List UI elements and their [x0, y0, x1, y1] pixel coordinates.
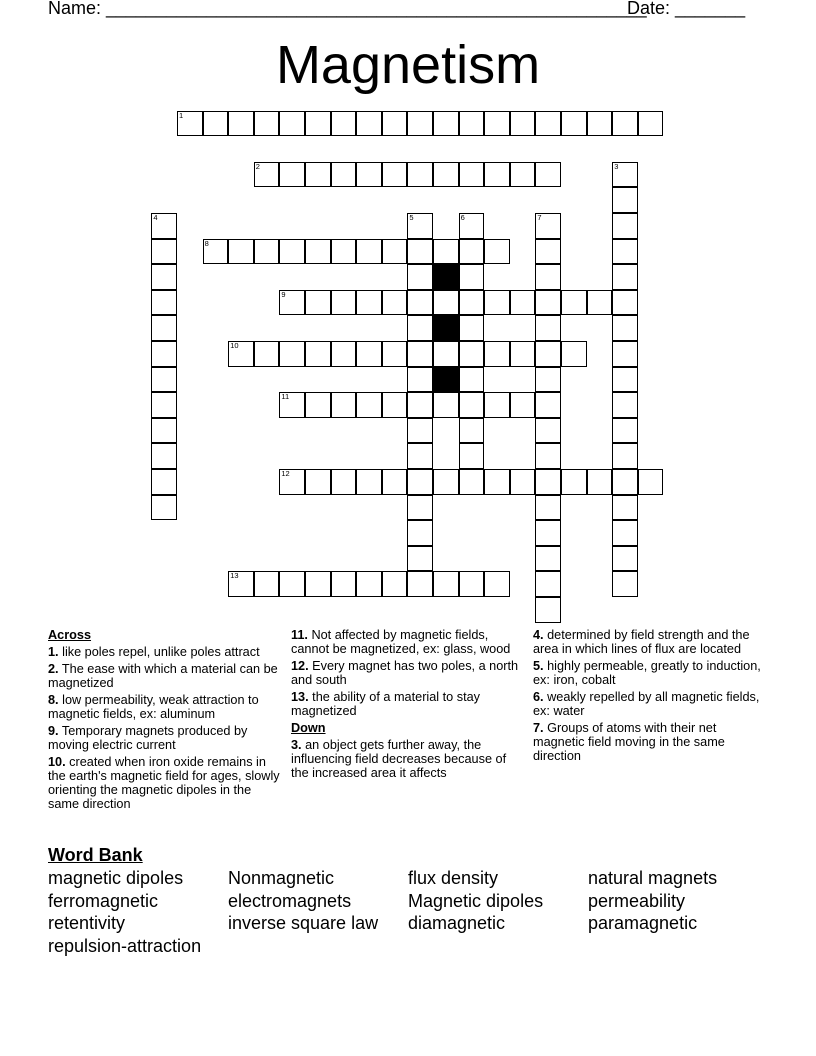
crossword-cell[interactable] — [407, 290, 433, 316]
crossword-cell[interactable] — [407, 469, 433, 495]
crossword-cell[interactable] — [382, 239, 408, 265]
name-field[interactable]: Name: ______________________________________________________ — [48, 0, 647, 18]
crossword-cell[interactable] — [535, 162, 561, 188]
crossword-cell[interactable] — [535, 546, 561, 572]
crossword-cell[interactable] — [535, 367, 561, 393]
crossword-cell[interactable] — [612, 520, 638, 546]
crossword-cell[interactable] — [535, 597, 561, 623]
crossword-cell[interactable] — [612, 239, 638, 265]
crossword-cell[interactable] — [459, 239, 485, 265]
crossword-cell[interactable] — [612, 111, 638, 137]
crossword-cell[interactable] — [331, 111, 357, 137]
crossword-cell[interactable] — [305, 111, 331, 137]
crossword-cell[interactable] — [382, 392, 408, 418]
crossword-cell[interactable] — [151, 290, 177, 316]
crossword-cell[interactable] — [331, 341, 357, 367]
word-bank-item: electromagnets — [228, 890, 352, 911]
page-title: Magnetism — [275, 35, 541, 95]
crossword-cell[interactable] — [151, 418, 177, 444]
crossword-cell[interactable] — [587, 111, 613, 137]
crossword-cell[interactable] — [279, 111, 305, 137]
crossword-cell[interactable] — [407, 392, 433, 418]
crossword-cell[interactable] — [407, 546, 433, 572]
crossword-cell[interactable] — [535, 315, 561, 341]
crossword-cell[interactable] — [612, 341, 638, 367]
crossword-black-cell — [433, 367, 459, 393]
crossword-cell[interactable] — [612, 213, 638, 239]
crossword-cell[interactable] — [356, 111, 382, 137]
crossword-cell[interactable] — [356, 341, 382, 367]
crossword-cell[interactable] — [279, 341, 305, 367]
clue-number: 7 — [537, 213, 542, 222]
crossword-cell[interactable] — [484, 392, 510, 418]
crossword-cell[interactable] — [279, 290, 305, 316]
crossword-cell[interactable] — [407, 162, 433, 188]
crossword-cell[interactable] — [459, 111, 485, 137]
crossword-cell[interactable] — [561, 290, 587, 316]
crossword-cell[interactable] — [587, 290, 613, 316]
clue-column-3 — [533, 628, 765, 766]
clue-down-3: 3. an object gets further away, the influencing field decreases because of the increased area it affects — [291, 738, 507, 780]
crossword-cell[interactable] — [459, 443, 485, 469]
crossword-cell[interactable] — [612, 546, 638, 572]
date-field[interactable]: Date: _______ — [627, 0, 746, 18]
crossword-cell[interactable] — [151, 443, 177, 469]
crossword-cell[interactable] — [510, 392, 536, 418]
clue-number: 3 — [614, 161, 619, 171]
crossword-cell[interactable] — [151, 264, 177, 290]
crossword-cell[interactable] — [407, 239, 433, 265]
crossword-cell[interactable] — [254, 239, 280, 265]
clue-across-11: 11. Not affected by magnetic fields, cannot be magnetized, ex: glass, wood — [291, 628, 511, 656]
crossword-cell[interactable] — [535, 290, 561, 316]
crossword-cell[interactable] — [459, 264, 485, 290]
crossword-cell[interactable] — [535, 341, 561, 367]
crossword-cell[interactable] — [484, 162, 510, 188]
crossword-cell[interactable] — [407, 571, 433, 597]
crossword-cell[interactable] — [151, 392, 177, 418]
crossword-cell[interactable] — [228, 341, 254, 367]
crossword-cell[interactable] — [484, 239, 510, 265]
crossword-cell[interactable] — [535, 520, 561, 546]
crossword-cell[interactable] — [535, 111, 561, 137]
crossword-cell[interactable] — [279, 469, 305, 495]
crossword-cell[interactable] — [305, 239, 331, 265]
crossword-cell[interactable] — [612, 418, 638, 444]
word-bank-item: natural magnets — [588, 868, 718, 888]
crossword-cell[interactable] — [484, 469, 510, 495]
crossword-cell[interactable] — [305, 162, 331, 188]
word-bank-item: Nonmagnetic — [228, 868, 335, 888]
crossword-cell[interactable] — [612, 571, 638, 597]
word-bank-item: diamagnetic — [408, 913, 506, 934]
crossword-cell[interactable] — [459, 315, 485, 341]
crossword-cell[interactable] — [433, 392, 459, 418]
crossword-cell[interactable] — [407, 341, 433, 367]
clue-column-2 — [291, 628, 523, 783]
crossword-cell[interactable] — [612, 162, 638, 188]
crossword-cell[interactable] — [151, 367, 177, 393]
crossword-cell[interactable] — [305, 341, 331, 367]
crossword-cell[interactable] — [382, 162, 408, 188]
crossword-cell[interactable] — [459, 367, 485, 393]
crossword-cell[interactable] — [612, 469, 638, 495]
crossword-cell[interactable] — [279, 239, 305, 265]
crossword-cell[interactable] — [382, 111, 408, 137]
crossword-cell[interactable] — [510, 162, 536, 188]
crossword-cell[interactable] — [484, 111, 510, 137]
crossword-cell[interactable] — [433, 162, 459, 188]
crossword-cell[interactable] — [535, 264, 561, 290]
crossword-cell[interactable] — [228, 239, 254, 265]
word-bank-item: inverse square law — [228, 913, 379, 934]
clue-across-12: 12. Every magnet has two poles, a north and south — [291, 659, 519, 687]
crossword-cell[interactable] — [331, 239, 357, 265]
clue-column-1 — [48, 628, 280, 814]
crossword-cell[interactable] — [254, 341, 280, 367]
crossword-cell[interactable] — [459, 571, 485, 597]
crossword-cell[interactable] — [151, 341, 177, 367]
crossword-cell[interactable] — [356, 392, 382, 418]
crossword-cell[interactable] — [407, 315, 433, 341]
crossword-cell[interactable] — [151, 495, 177, 521]
crossword-cell[interactable] — [638, 111, 664, 137]
word-bank-item: Magnetic dipoles — [408, 890, 544, 911]
crossword-cell[interactable] — [254, 571, 280, 597]
clue-down-5: 5. highly permeable, greatly to induction, ex: iron, cobalt — [533, 659, 761, 687]
crossword-cell[interactable] — [407, 418, 433, 444]
crossword-cell[interactable] — [459, 341, 485, 367]
crossword-cell[interactable] — [484, 571, 510, 597]
crossword-cell[interactable] — [612, 264, 638, 290]
clue-number: 13 — [230, 571, 239, 581]
crossword-cell[interactable] — [407, 367, 433, 393]
crossword-cell[interactable] — [535, 443, 561, 469]
clue-number: 1 — [179, 110, 184, 120]
clue-across-1: 1. like poles repel, unlike poles attract — [48, 645, 260, 659]
clue-number: 4 — [153, 213, 158, 222]
crossword-cell[interactable] — [279, 571, 305, 597]
crossword-cell[interactable] — [331, 290, 357, 316]
crossword-cell[interactable] — [484, 341, 510, 367]
crossword-cell[interactable] — [254, 111, 280, 137]
crossword-cell[interactable] — [356, 290, 382, 316]
crossword-cell[interactable] — [561, 111, 587, 137]
crossword-cell[interactable] — [510, 469, 536, 495]
clue-number: 11 — [281, 392, 290, 402]
crossword-cell[interactable] — [151, 315, 177, 341]
crossword-cell[interactable] — [382, 341, 408, 367]
clue-down-6: 6. weakly repelled by all magnetic fields, ex: water — [533, 690, 760, 718]
word-bank-item: paramagnetic — [588, 913, 698, 934]
crossword-cell[interactable] — [279, 162, 305, 188]
word-bank-title: Word Bank — [48, 845, 143, 865]
crossword-cell[interactable] — [203, 111, 229, 137]
clue-down-4: 4. determined by field strength and the area in which lines of flux are located — [533, 628, 750, 656]
crossword-cell[interactable] — [382, 469, 408, 495]
crossword-cell[interactable] — [561, 469, 587, 495]
clue-number: 2 — [255, 161, 260, 171]
word-bank-item: flux density — [408, 868, 499, 888]
crossword-cell[interactable] — [433, 469, 459, 495]
crossword-black-cell — [433, 264, 459, 290]
clue-number: 5 — [409, 213, 414, 222]
crossword-cell[interactable] — [331, 469, 357, 495]
crossword-cell[interactable] — [612, 315, 638, 341]
crossword-cell[interactable] — [177, 111, 203, 137]
crossword-cell[interactable] — [151, 469, 177, 495]
crossword-cell[interactable] — [331, 162, 357, 188]
crossword-cell[interactable] — [433, 571, 459, 597]
crossword-cell[interactable] — [535, 469, 561, 495]
crossword-cell[interactable] — [459, 213, 485, 239]
clue-number: 8 — [204, 238, 209, 248]
crossword-cell[interactable] — [612, 187, 638, 213]
crossword-cell[interactable] — [382, 290, 408, 316]
clue-down-7: 7. Groups of atoms with their net magnetic field moving in the same direction — [533, 721, 725, 763]
crossword-cell[interactable] — [459, 162, 485, 188]
crossword-cell[interactable] — [331, 392, 357, 418]
crossword-cell[interactable] — [612, 392, 638, 418]
crossword-cell[interactable] — [407, 264, 433, 290]
crossword-cell[interactable] — [535, 392, 561, 418]
crossword-cell[interactable] — [433, 111, 459, 137]
crossword-cell[interactable] — [612, 290, 638, 316]
crossword-cell[interactable] — [305, 469, 331, 495]
clue-across-8: 8. low permeability, weak attraction to magnetic fields, ex: aluminum — [48, 693, 259, 721]
crossword-cell[interactable] — [228, 111, 254, 137]
crossword-cell[interactable] — [459, 290, 485, 316]
word-bank-item: repulsion-attraction — [48, 935, 202, 956]
crossword-cell[interactable] — [510, 111, 536, 137]
crossword-cell[interactable] — [407, 443, 433, 469]
crossword-cell[interactable] — [382, 571, 408, 597]
crossword-cell[interactable] — [612, 367, 638, 393]
crossword-cell[interactable] — [612, 443, 638, 469]
crossword-cell[interactable] — [356, 162, 382, 188]
crossword-cell[interactable] — [407, 495, 433, 521]
crossword-cell[interactable] — [407, 520, 433, 546]
crossword-cell[interactable] — [254, 162, 280, 188]
crossword-cell[interactable] — [484, 290, 510, 316]
clue-across-2: 2. The ease with which a material can be magnetized — [48, 662, 278, 690]
crossword-cell[interactable] — [459, 469, 485, 495]
clue-number: 6 — [460, 213, 465, 222]
crossword-cell[interactable] — [228, 571, 254, 597]
crossword-cell[interactable] — [535, 418, 561, 444]
crossword-black-cell — [433, 315, 459, 341]
crossword-cell[interactable] — [638, 469, 664, 495]
crossword-cell[interactable] — [459, 418, 485, 444]
clue-across-9: 9. Temporary magnets produced by moving electric current — [48, 724, 248, 752]
word-bank-item: permeability — [588, 890, 686, 911]
crossword-cell[interactable] — [459, 392, 485, 418]
crossword-cell[interactable] — [305, 290, 331, 316]
crossword-cell[interactable] — [151, 213, 177, 239]
clue-across-10: 10. created when iron oxide remains in the earth's magnetic field for ages, slowly orienting the magnetic dipoles in the same direction — [48, 755, 280, 811]
crossword-cell[interactable] — [535, 571, 561, 597]
word-bank-item: ferromagnetic — [48, 890, 159, 911]
clue-number: 10 — [230, 341, 239, 350]
clue-across-13: 13. the ability of a material to stay magnetized — [291, 690, 481, 718]
crossword-cell[interactable] — [561, 341, 587, 367]
across-heading: Across — [48, 628, 92, 642]
crossword-cell[interactable] — [510, 341, 536, 367]
down-heading: Down — [291, 721, 326, 735]
crossword-cell[interactable] — [433, 341, 459, 367]
clue-number: 12 — [281, 469, 290, 478]
word-bank-item: retentivity — [48, 913, 126, 934]
crossword-cell[interactable] — [279, 392, 305, 418]
crossword-cell[interactable] — [510, 290, 536, 316]
crossword-cell[interactable] — [305, 571, 331, 597]
crossword-cell[interactable] — [587, 469, 613, 495]
crossword-cell[interactable] — [407, 213, 433, 239]
crossword-cell[interactable] — [612, 495, 638, 521]
crossword-cell[interactable] — [356, 239, 382, 265]
crossword-cell[interactable] — [433, 239, 459, 265]
word-bank-item: magnetic dipoles — [48, 868, 184, 888]
crossword-cell[interactable] — [356, 469, 382, 495]
crossword-cell[interactable] — [535, 495, 561, 521]
crossword-cell[interactable] — [535, 213, 561, 239]
crossword-cell[interactable] — [331, 571, 357, 597]
crossword-cell[interactable] — [203, 239, 229, 265]
clue-number: 9 — [281, 289, 286, 299]
crossword-cell[interactable] — [407, 111, 433, 137]
crossword-cell[interactable] — [433, 290, 459, 316]
crossword-cell[interactable] — [535, 239, 561, 265]
crossword-cell[interactable] — [151, 239, 177, 265]
crossword-cell[interactable] — [305, 392, 331, 418]
crossword-cell[interactable] — [356, 571, 382, 597]
